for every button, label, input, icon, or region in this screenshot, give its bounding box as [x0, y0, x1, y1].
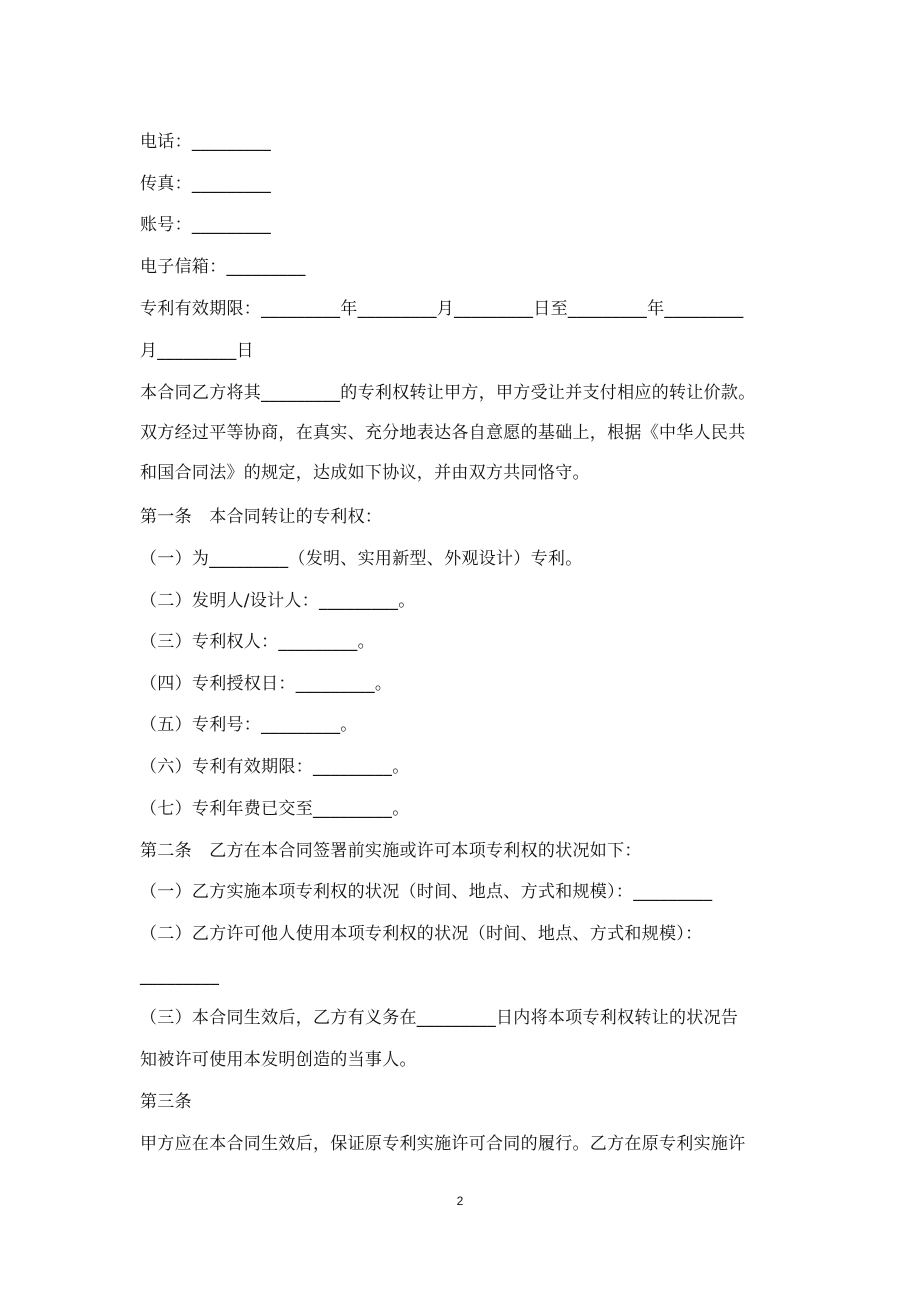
article-2-item: （三）本合同生效后，乙方有义务在_________日内将本项专利权转让的状况告 — [140, 1008, 739, 1028]
email-line: 电子信箱：_________ — [140, 257, 306, 277]
article-2-item-blank: _________ — [140, 966, 220, 986]
page-number: 2 — [456, 1194, 464, 1208]
article-1-heading: 第一条 本合同转让的专利权： — [140, 507, 383, 527]
article-1-item: （四）专利授权日：_________。 — [140, 674, 393, 694]
intro-paragraph-line: 和国合同法》的规定，达成如下协议，并由双方共同恪守。 — [140, 463, 590, 483]
intro-paragraph-line: 双方经过平等协商，在真实、充分地表达各自意愿的基础上，根据《中华人民共 — [140, 423, 746, 443]
patent-validity-line: 专利有效期限：_________年_________月_________日至_________年_________ — [140, 299, 744, 319]
article-2-heading: 第二条 乙方在本合同签署前实施或许可本项专利权的状况如下： — [140, 841, 642, 861]
article-3-paragraph-line: 甲方应在本合同生效后，保证原专利实施许可合同的履行。乙方在原专利实施许 — [140, 1134, 746, 1154]
fax-line: 传真：_________ — [140, 174, 272, 194]
article-3-heading: 第三条 — [140, 1092, 192, 1112]
article-1-item: （二）发明人/设计人：_________。 — [140, 591, 416, 611]
article-1-item: （一）为_________（发明、实用新型、外观设计）专利。 — [140, 549, 583, 569]
phone-line: 电话：_________ — [140, 132, 272, 152]
article-2-item: （一）乙方实施本项专利权的状况（时间、地点、方式和规模）：_________ — [140, 882, 713, 902]
article-2-item: （二）乙方许可他人使用本项专利权的状况（时间、地点、方式和规模）： — [140, 924, 703, 944]
article-1-item: （三）专利权人：_________。 — [140, 632, 375, 652]
article-1-item: （六）专利有效期限：_________。 — [140, 757, 410, 777]
intro-paragraph-line: 本合同乙方将其_________的专利权转让甲方，甲方受让并支付相应的转让价款。 — [140, 383, 756, 403]
patent-validity-line-cont: 月_________日 — [140, 341, 254, 361]
article-1-item: （五）专利号：_________。 — [140, 715, 358, 735]
article-1-item: （七）专利年费已交至_________。 — [140, 799, 410, 819]
account-line: 账号：_________ — [140, 215, 272, 235]
article-2-item-cont: 知被许可使用本发明创造的当事人。 — [140, 1050, 417, 1070]
